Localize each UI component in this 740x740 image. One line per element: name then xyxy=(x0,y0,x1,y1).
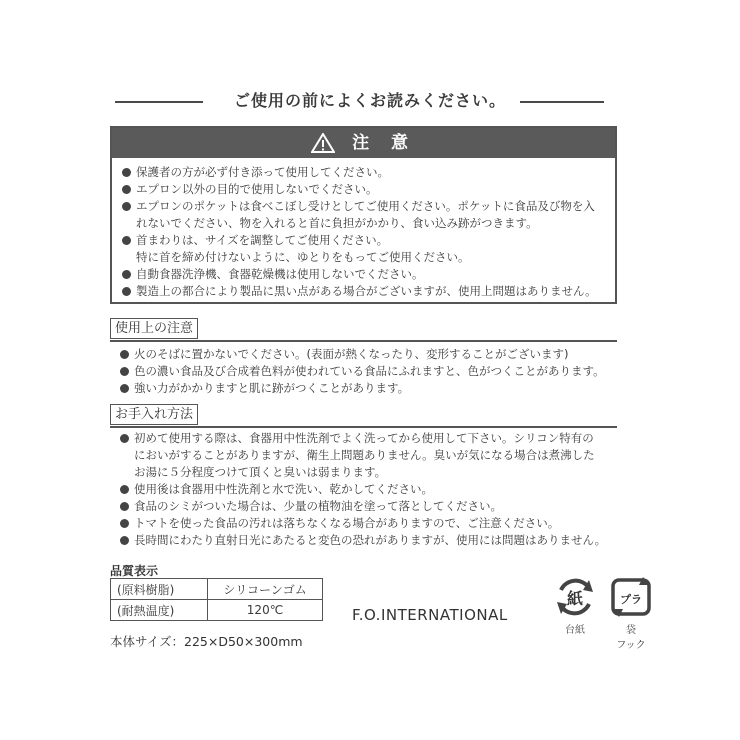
bullet-dot-icon xyxy=(122,168,131,177)
list-item-text: 食品のシミがついた場合は、少量の植物油を塗って落としてください。 xyxy=(134,499,502,513)
bullet-dot-icon xyxy=(122,185,131,194)
spec-value: シリコーンゴム xyxy=(208,579,323,600)
spec-key: (原料樹脂) xyxy=(111,579,208,600)
bullet-dot-icon xyxy=(120,350,129,359)
care-section-rule xyxy=(110,426,617,428)
bullet-dot-icon xyxy=(120,485,129,494)
list-item-text: エプロンのポケットは食べこぼし受けとしてご使用ください。ポケットに食品及び物を入 xyxy=(136,199,595,213)
bullet-dot-icon xyxy=(122,287,131,296)
spec-row xyxy=(111,600,323,621)
bullet-dot-icon xyxy=(120,502,129,511)
usage-section-label: 使用上の注意 xyxy=(110,318,198,339)
list-item-text: エプロン以外の目的で使用しないでください。 xyxy=(136,182,378,196)
list-item-text: 強い力がかかりますと肌に跡がつくことがあります。 xyxy=(134,381,410,395)
page-heading: ご使用の前によくお読みください。 xyxy=(233,91,506,110)
list-item-text: れないでください、物を入れると首に負担がかかり、食い込み跡がつきます。 xyxy=(136,216,538,230)
list-item-text: においがすることがありますが、衛生上問題ありません。臭いが気になる場合は煮沸した xyxy=(134,448,595,462)
list-item xyxy=(120,266,597,283)
paper-recycle-mark xyxy=(550,576,600,636)
list-item-text: 保護者の方が必ず付き添って使用してください。 xyxy=(136,165,389,179)
paper-recycle-icon xyxy=(553,576,597,618)
list-item-text: 自動食器洗浄機、食器乾燥機は使用しないでください。 xyxy=(136,267,424,281)
bullet-dot-icon xyxy=(120,519,129,528)
spec-value: 120℃ xyxy=(208,600,323,621)
plastic-recycle-icon xyxy=(609,576,653,618)
care-list xyxy=(118,430,606,549)
list-item xyxy=(118,532,606,549)
list-item xyxy=(118,430,606,481)
list-item-text: 初めて使用する際は、食器用中性洗剤でよく洗ってから使用して下さい。シリコン特有の xyxy=(134,431,594,445)
list-item xyxy=(118,481,606,498)
list-item-text: 使用後は食器用中性洗剤と水で洗い、乾かしてください。 xyxy=(134,482,433,496)
list-item-text: トマトを使った食品の汚れは落ちなくなる場合がありますので、ご注意ください。 xyxy=(134,516,560,530)
list-item xyxy=(118,363,605,380)
usage-list xyxy=(118,346,605,397)
bullet-dot-icon xyxy=(120,536,129,545)
caution-box xyxy=(110,126,617,304)
list-item-text: 長時間にわたり直射日光にあたると変色の恐れがありますが、使用には問題はありません。 xyxy=(134,533,607,547)
list-item-text: 色の濃い食品及び合成着色料が使われている食品にふれますと、色がつくことがあります。 xyxy=(134,364,605,378)
caution-title: 注 意 xyxy=(352,133,416,153)
spec-row xyxy=(111,579,323,600)
plastic-mark-text: プラ xyxy=(620,593,642,606)
heading-rule-right xyxy=(520,101,604,103)
plastic-mark-label: 袋 xyxy=(626,625,636,636)
list-item-text: 特に首を締め付けないように、ゆとりをもってご使用ください。 xyxy=(136,250,470,264)
spec-table xyxy=(110,578,323,621)
list-item-text: 首まわりは、サイズを調整してご使用ください。 xyxy=(136,233,389,247)
spec-key: (耐熱温度) xyxy=(111,600,208,621)
usage-section-rule xyxy=(110,340,617,342)
plastic-recycle-mark xyxy=(606,576,656,651)
warning-triangle-icon xyxy=(311,133,335,153)
list-item xyxy=(120,198,597,232)
caution-title-bar xyxy=(112,128,615,158)
paper-mark-label: 台紙 xyxy=(565,625,585,636)
list-item xyxy=(118,346,605,363)
list-item xyxy=(118,380,605,397)
list-item xyxy=(120,232,597,266)
bullet-dot-icon xyxy=(122,236,131,245)
brand-name: F.O.INTERNATIONAL xyxy=(352,606,508,624)
list-item xyxy=(118,498,606,515)
paper-mark-text: 紙 xyxy=(566,589,584,608)
bullet-dot-icon xyxy=(122,270,131,279)
plastic-mark-sublabel: フック xyxy=(616,640,646,651)
bullet-dot-icon xyxy=(120,367,129,376)
list-item xyxy=(120,164,597,181)
list-item-text: 製造上の都合により製品に黒い点がある場合がございますが、使用上問題はありません。 xyxy=(136,284,597,298)
caution-list xyxy=(120,164,597,300)
product-size: 本体サイズ：225×D50×300mm xyxy=(110,634,303,649)
list-item-text: 火のそばに置かないでください。(表面が熱くなったり、変形することがございます) xyxy=(134,347,569,361)
care-section-label: お手入れ方法 xyxy=(110,404,198,425)
list-item xyxy=(118,515,606,532)
bullet-dot-icon xyxy=(120,434,129,443)
bullet-dot-icon xyxy=(120,384,129,393)
spec-title: 品質表示 xyxy=(110,564,159,578)
list-item-text: お湯に５分程度つけて頂くと臭いは弱まります。 xyxy=(134,465,387,479)
list-item xyxy=(120,181,597,198)
list-item xyxy=(120,283,597,300)
bullet-dot-icon xyxy=(122,202,131,211)
